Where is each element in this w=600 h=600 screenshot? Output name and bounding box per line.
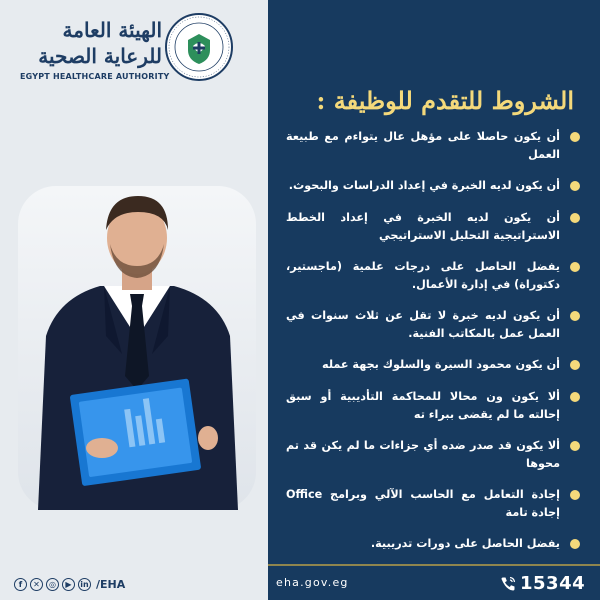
hotline-number: 15344 [520,573,586,594]
social-links [14,578,125,591]
requirements-headline: الشروط للتقدم للوظيفة : [316,86,574,115]
hotline[interactable] [500,573,585,594]
bullet-dot-icon [570,311,580,321]
brand-name-en: EGYPT HEALTHCARE AUTHORITY [20,72,170,81]
list-item: ألا يكون ون محالا للمحاكمة التأديبية أو سبق إحالته ما لم يقضى ببراء ته [286,388,582,424]
youtube-icon[interactable]: ▶ [62,578,75,591]
list-item: يفضل الحاصل على دورات تدريبية. [286,535,582,553]
requirements-list [286,128,582,553]
list-item: يفضل الحاصل على درجات علمية (ماجستير، دكتوراة) في إدارة الأعمال. [286,258,582,294]
bullet-dot-icon [570,539,580,549]
bullet-dot-icon [570,490,580,500]
list-item: ألا يكون قد صدر ضده أي جزاءات ما لم يكن قد تم محوها [286,437,582,473]
bullet-dot-icon [570,181,580,191]
bullet-dot-icon [570,213,580,223]
bullet-dot-icon [570,392,580,402]
brand-name-ar-line1: الهيئة العامة [62,18,162,42]
footer-divider [268,564,600,566]
bullet-dot-icon [570,441,580,451]
bullet-dot-icon [570,360,580,370]
list-item: أن يكون لديه خبرة لا تقل عن ثلاث سنوات في العمل عمل بالمكاتب الفنية. [286,307,582,343]
list-item: أن يكون لديه الخبرة في إعداد الدراسات والبحوث. [286,177,582,195]
x-icon[interactable]: ✕ [30,578,43,591]
social-handle[interactable]: /EHA [96,578,126,591]
phone-icon [500,576,516,592]
list-item: أن يكون محمود السيرة والسلوك بجهة عمله [286,356,582,374]
eha-seal-icon [164,12,234,82]
professional-man-photo [18,186,256,510]
list-item: إجادة التعامل مع الحاسب الآلي وبرامج Office إجادة تامة [286,486,582,522]
instagram-icon[interactable]: ◎ [46,578,59,591]
bullet-dot-icon [570,262,580,272]
eha-logo [14,12,254,82]
facebook-icon[interactable]: f [14,578,27,591]
website-link[interactable]: eha.gov.eg [276,576,349,589]
brand-name-ar-line2: للرعاية الصحية [38,44,162,68]
bullet-dot-icon [570,132,580,142]
linkedin-icon[interactable]: in [78,578,91,591]
list-item: أن يكون لديه الخبرة في إعداد الخطط الاستراتيجية التحليل الاستراتيجي [286,209,582,245]
list-item: أن يكون حاصلا على مؤهل عال يتواءم مع طبيعة العمل [286,128,582,164]
